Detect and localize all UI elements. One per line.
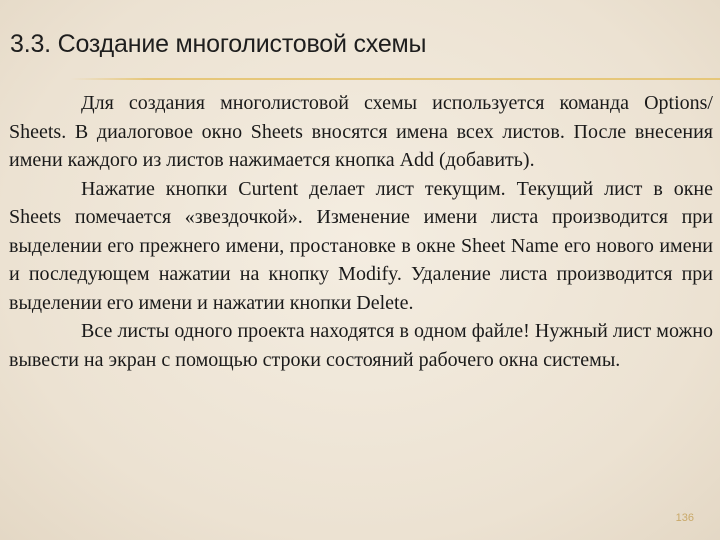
slide-body <box>9 89 713 374</box>
paragraph-2: Нажатие кнопки Curtent делает лист текущим. Текущий лист в окне Sheets помечается «звездочкой». Изменение имени листа производится при выделении его прежнего имени, простановке в окне Sheet Name его нового имени и последующем нажатии на кнопку Modify. Удаление листа производится при выделении его имени и нажатии кнопки Delete. <box>9 177 713 314</box>
page-number: 136 <box>675 512 694 524</box>
paragraph-1: Для создания многолистовой схемы используется команда Options/ Sheets. В диалоговое окно Sheets вносятся имена всех листов. После внесения имени каждого из листов нажимается кнопка Add (добавить). <box>9 92 713 171</box>
slide-title: 3.3. Создание многолистовой схемы <box>10 30 427 58</box>
paragraph-3: Все листы одного проекта находятся в одном файле! Нужный лист можно вывести на экран с помощью строки состояний рабочего окна системы. <box>9 320 713 371</box>
title-divider <box>70 78 720 80</box>
